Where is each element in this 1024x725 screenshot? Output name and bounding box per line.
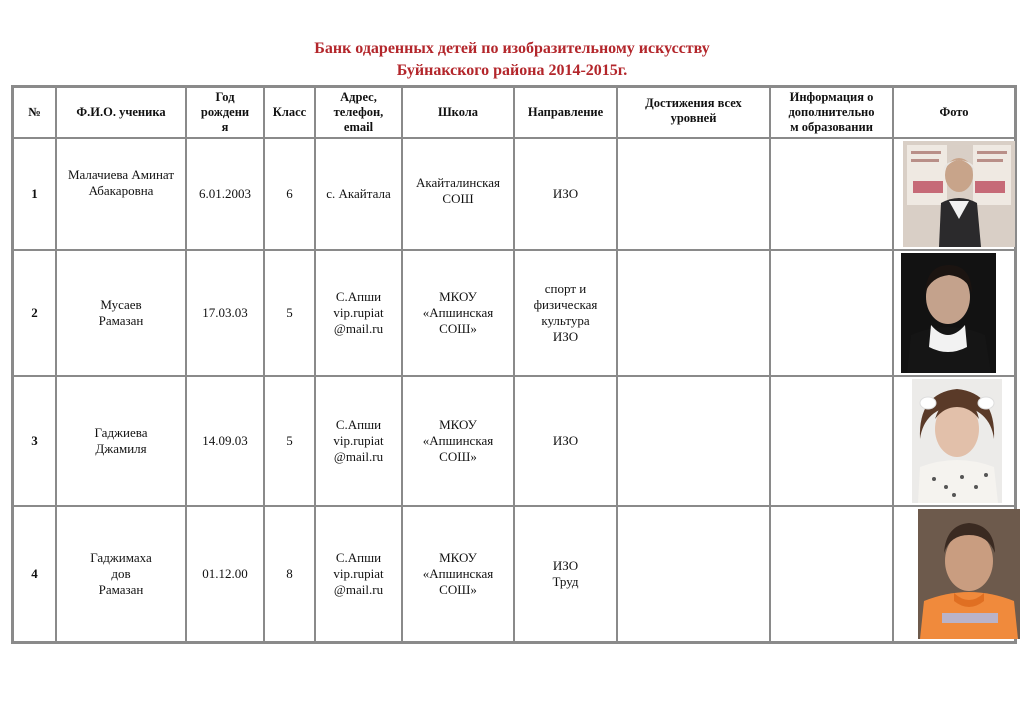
cell-info [770, 250, 893, 376]
header-year: Год рождени я [186, 87, 264, 138]
cell-fio: Гаджиева Джамиля [56, 376, 186, 506]
cell-year: 6.01.2003 [186, 138, 264, 250]
cell-school: МКОУ «Апшинская СОШ» [402, 376, 514, 506]
cell-class: 8 [264, 506, 315, 642]
cell-photo [893, 506, 1015, 642]
header-class: Класс [264, 87, 315, 138]
cell-direction: ИЗО [514, 376, 617, 506]
cell-year: 17.03.03 [186, 250, 264, 376]
header-achievements: Достижения всех уровней [617, 87, 770, 138]
table-row [13, 250, 1015, 376]
title-line-1: Банк одаренных детей по изобразительному искусству [314, 40, 710, 57]
cell-num: 4 [13, 506, 56, 642]
title-line-2: Буйнакского района 2014-2015г. [396, 62, 628, 79]
cell-fio: Гаджимаха дов Рамазан [56, 506, 186, 642]
table-row [13, 138, 1015, 250]
cell-achievements [617, 376, 770, 506]
cell-num: 2 [13, 250, 56, 376]
cell-class: 6 [264, 138, 315, 250]
cell-year: 14.09.03 [186, 376, 264, 506]
cell-school: Акайталинская СОШ [402, 138, 514, 250]
gifted-children-table [11, 85, 1017, 644]
header-fio: Ф.И.О. ученика [56, 87, 186, 138]
table-row [13, 506, 1015, 642]
header-info: Информация о дополнительно м образовании [770, 87, 893, 138]
cell-num: 3 [13, 376, 56, 506]
cell-info [770, 138, 893, 250]
header-row [13, 87, 1015, 138]
cell-address: С.Апши vip.rupiat @mail.ru [315, 250, 402, 376]
header-address: Адрес, телефон, email [315, 87, 402, 138]
cell-photo [893, 250, 1015, 376]
cell-fio: Малачиева Аминат Абакаровна [56, 138, 186, 250]
cell-class: 5 [264, 250, 315, 376]
cell-num: 1 [13, 138, 56, 250]
cell-address: с. Акайтала [315, 138, 402, 250]
student-photo-icon [903, 141, 1015, 247]
cell-photo [893, 138, 1015, 250]
cell-school: МКОУ «Апшинская СОШ» [402, 250, 514, 376]
cell-achievements [617, 138, 770, 250]
cell-achievements [617, 250, 770, 376]
cell-school: МКОУ «Апшинская СОШ» [402, 506, 514, 642]
document-title [0, 38, 1024, 82]
student-photo-icon [912, 379, 1002, 503]
header-num: № [13, 87, 56, 138]
student-photo-icon [901, 253, 996, 373]
cell-address: С.Апши vip.rupiat @mail.ru [315, 376, 402, 506]
student-photo-icon [918, 509, 1020, 639]
cell-info [770, 376, 893, 506]
cell-class: 5 [264, 376, 315, 506]
cell-direction: ИЗО [514, 138, 617, 250]
cell-direction: ИЗО Труд [514, 506, 617, 642]
cell-year: 01.12.00 [186, 506, 264, 642]
cell-photo [893, 376, 1015, 506]
cell-address: С.Апши vip.rupiat @mail.ru [315, 506, 402, 642]
header-school: Школа [402, 87, 514, 138]
cell-info [770, 506, 893, 642]
header-direction: Направление [514, 87, 617, 138]
header-photo: Фото [893, 87, 1015, 138]
cell-achievements [617, 506, 770, 642]
cell-direction: спорт и физическая культура ИЗО [514, 250, 617, 376]
table-row [13, 376, 1015, 506]
cell-fio: Мусаев Рамазан [56, 250, 186, 376]
